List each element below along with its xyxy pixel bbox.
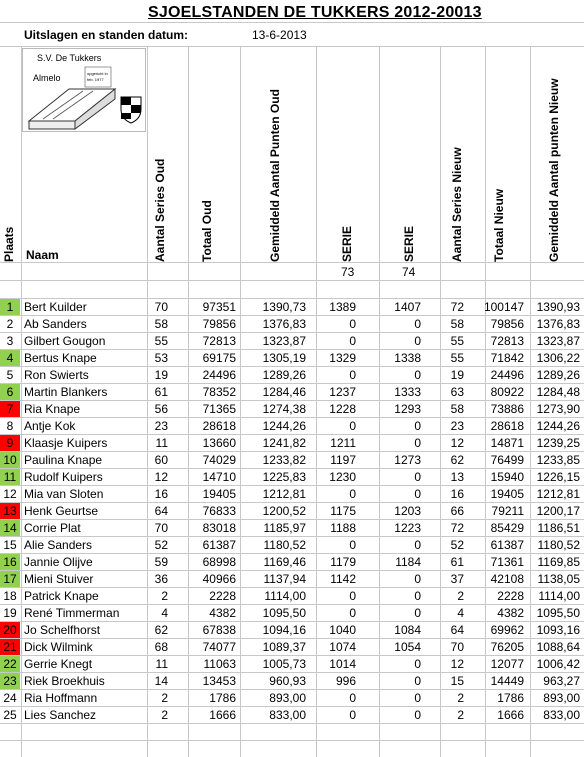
club-logo bbox=[22, 48, 146, 132]
cell-so: 70 bbox=[154, 300, 168, 314]
cell-sn: 12 bbox=[450, 436, 464, 450]
cell-s1: 1228 bbox=[329, 402, 356, 416]
cell-go: 1185,97 bbox=[263, 521, 306, 535]
table-row bbox=[0, 707, 584, 724]
player-name: Dick Wilmink bbox=[24, 640, 93, 654]
cell-s2: 1054 bbox=[394, 640, 421, 654]
cell-s1: 1389 bbox=[329, 300, 356, 314]
cell-s2: 1338 bbox=[394, 351, 421, 365]
cell-s1: 0 bbox=[349, 538, 356, 552]
player-name: Bert Kuilder bbox=[24, 300, 87, 314]
cell-tn: 28618 bbox=[490, 419, 524, 433]
cell-gn: 1006,42 bbox=[536, 657, 580, 671]
cell-tn: 79856 bbox=[490, 317, 524, 331]
cell-gn: 1138,05 bbox=[537, 572, 580, 586]
cell-s1: 1074 bbox=[329, 640, 356, 654]
svg-text:feb. 1977: feb. 1977 bbox=[87, 77, 104, 82]
cell-gn: 1376,83 bbox=[536, 317, 580, 331]
cell-go: 1005,73 bbox=[262, 657, 306, 671]
position-cell: 2 bbox=[6, 317, 14, 331]
cell-gn: 1114,00 bbox=[538, 589, 580, 603]
cell-sn: 64 bbox=[450, 623, 464, 637]
cell-gn: 1093,16 bbox=[536, 623, 580, 637]
player-name: Jannie Olijve bbox=[24, 555, 93, 569]
cell-to: 24496 bbox=[202, 368, 236, 382]
cell-to: 19405 bbox=[202, 487, 236, 501]
header-gemiddeld-nieuw: Gemiddeld Aantal punten Nieuw bbox=[547, 78, 561, 262]
cell-so: 55 bbox=[154, 334, 168, 348]
cell-so: 62 bbox=[154, 623, 168, 637]
cell-s2: 0 bbox=[414, 708, 421, 722]
position-cell: 19 bbox=[3, 606, 17, 620]
cell-sn: 58 bbox=[450, 402, 464, 416]
table-row bbox=[0, 469, 584, 486]
header-aantal-series-nieuw: Aantal Series Nieuw bbox=[450, 147, 464, 262]
cell-s1: 1197 bbox=[330, 453, 356, 467]
cell-gn: 833,00 bbox=[543, 708, 580, 722]
cell-go: 1274,38 bbox=[262, 402, 306, 416]
cell-so: 11 bbox=[155, 657, 168, 671]
cell-to: 97351 bbox=[202, 300, 236, 314]
table-row bbox=[0, 639, 584, 656]
cell-to: 68998 bbox=[202, 555, 236, 569]
cell-tn: 19405 bbox=[490, 487, 524, 501]
cell-gn: 1180,52 bbox=[537, 538, 580, 552]
cell-s2: 0 bbox=[414, 572, 421, 586]
cell-s2: 0 bbox=[414, 334, 421, 348]
cell-s1: 0 bbox=[349, 589, 356, 603]
cell-tn: 14449 bbox=[490, 674, 524, 688]
cell-s1: 1175 bbox=[330, 504, 356, 518]
cell-tn: 80922 bbox=[490, 385, 524, 399]
cell-s2: 1203 bbox=[394, 504, 421, 518]
cell-sn: 2 bbox=[457, 708, 464, 722]
cell-s1: 1014 bbox=[329, 657, 356, 671]
cell-go: 1244,26 bbox=[262, 419, 306, 433]
cell-to: 14710 bbox=[202, 470, 236, 484]
cell-so: 59 bbox=[154, 555, 168, 569]
header-plaats: Plaats bbox=[2, 226, 16, 262]
cell-tn: 1786 bbox=[497, 691, 524, 705]
header-totaal-oud: Totaal Oud bbox=[200, 200, 214, 262]
cell-so: 53 bbox=[154, 351, 168, 365]
table-row bbox=[0, 656, 584, 673]
position-cell: 8 bbox=[6, 419, 14, 433]
table-row bbox=[0, 537, 584, 554]
cell-s2: 0 bbox=[414, 657, 421, 671]
player-name: Henk Geurtse bbox=[24, 504, 99, 518]
player-name: Ria Knape bbox=[24, 402, 81, 416]
cell-go: 1212,81 bbox=[262, 487, 306, 501]
cell-gn: 1323,87 bbox=[536, 334, 580, 348]
position-cell: 14 bbox=[0, 520, 20, 536]
cell-s1: 0 bbox=[349, 368, 356, 382]
cell-go: 1390,73 bbox=[262, 300, 306, 314]
cell-gn: 1095,50 bbox=[536, 606, 580, 620]
position-cell: 4 bbox=[0, 350, 20, 366]
cell-go: 1200,52 bbox=[262, 504, 306, 518]
cell-gn: 1306,22 bbox=[536, 351, 580, 365]
position-cell: 3 bbox=[6, 334, 14, 348]
header-totaal-nieuw: Totaal Nieuw bbox=[492, 188, 506, 262]
cell-to: 67838 bbox=[202, 623, 236, 637]
logo-city: Almelo bbox=[33, 73, 61, 83]
position-cell: 16 bbox=[0, 554, 20, 570]
cell-to: 4382 bbox=[209, 606, 236, 620]
cell-so: 4 bbox=[161, 606, 168, 620]
cell-sn: 72 bbox=[450, 300, 464, 314]
cell-to: 76833 bbox=[202, 504, 236, 518]
table-row bbox=[0, 367, 584, 384]
cell-sn: 16 bbox=[450, 487, 464, 501]
cell-s2: 1293 bbox=[394, 402, 421, 416]
table-row bbox=[0, 350, 584, 367]
position-cell: 22 bbox=[0, 656, 20, 672]
cell-tn: 85429 bbox=[490, 521, 524, 535]
cell-so: 52 bbox=[154, 538, 168, 552]
player-name: René Timmerman bbox=[24, 606, 120, 620]
table-row bbox=[0, 690, 584, 707]
cell-tn: 1666 bbox=[497, 708, 524, 722]
results-date: 13-6-2013 bbox=[252, 28, 307, 42]
position-cell: 10 bbox=[0, 452, 20, 468]
cell-sn: 15 bbox=[450, 674, 464, 688]
cell-so: 68 bbox=[154, 640, 168, 654]
cell-sn: 70 bbox=[450, 640, 464, 654]
player-name: Jo Schelfhorst bbox=[24, 623, 101, 637]
table-row bbox=[0, 299, 584, 316]
position-cell: 1 bbox=[0, 299, 20, 315]
header-aantal-series-oud: Aantal Series Oud bbox=[153, 158, 167, 262]
cell-tn: 61387 bbox=[490, 538, 524, 552]
table-row bbox=[0, 571, 584, 588]
cell-sn: 37 bbox=[450, 572, 464, 586]
cell-go: 1233,82 bbox=[262, 453, 306, 467]
position-cell: 9 bbox=[0, 435, 20, 451]
cell-s1: 1188 bbox=[330, 521, 356, 535]
player-name: Rudolf Kuipers bbox=[24, 470, 103, 484]
cell-so: 19 bbox=[154, 368, 168, 382]
cell-sn: 2 bbox=[457, 589, 464, 603]
cell-go: 1376,83 bbox=[262, 317, 306, 331]
cell-tn: 2228 bbox=[497, 589, 524, 603]
position-cell: 21 bbox=[0, 639, 20, 655]
page-title: SJOELSTANDEN DE TUKKERS 2012-20013 bbox=[148, 4, 482, 21]
cell-s1: 0 bbox=[349, 419, 356, 433]
cell-tn: 4382 bbox=[497, 606, 524, 620]
cell-go: 833,00 bbox=[269, 708, 306, 722]
position-cell: 20 bbox=[0, 622, 20, 638]
cell-tn: 42108 bbox=[490, 572, 524, 586]
cell-go: 1305,19 bbox=[262, 351, 306, 365]
header-serie-1: SERIE bbox=[340, 225, 354, 262]
cell-go: 1180,52 bbox=[263, 538, 306, 552]
position-cell: 17 bbox=[0, 571, 20, 587]
cell-gn: 1233,85 bbox=[536, 453, 580, 467]
cell-go: 1323,87 bbox=[262, 334, 306, 348]
table-row bbox=[0, 673, 584, 690]
cell-s2: 1333 bbox=[394, 385, 421, 399]
player-name: Gerrie Knegt bbox=[24, 657, 93, 671]
cell-go: 1225,83 bbox=[262, 470, 306, 484]
cell-s1: 1211 bbox=[330, 436, 356, 450]
table-row bbox=[0, 554, 584, 571]
cell-to: 71365 bbox=[202, 402, 236, 416]
cell-s2: 0 bbox=[414, 606, 421, 620]
header-serie-2: SERIE bbox=[402, 225, 416, 262]
cell-s1: 0 bbox=[349, 487, 356, 501]
cell-sn: 61 bbox=[450, 555, 464, 569]
cell-sn: 62 bbox=[450, 453, 464, 467]
cell-sn: 13 bbox=[450, 470, 464, 484]
player-name: Paulina Knape bbox=[24, 453, 103, 467]
player-name: Patrick Knape bbox=[24, 589, 99, 603]
cell-s2: 1084 bbox=[394, 623, 421, 637]
position-cell: 11 bbox=[0, 469, 20, 485]
table-row bbox=[0, 333, 584, 350]
cell-gn: 1273,90 bbox=[536, 402, 580, 416]
position-cell: 12 bbox=[3, 487, 17, 501]
player-name: Mieni Stuiver bbox=[24, 572, 94, 586]
table-row bbox=[0, 605, 584, 622]
cell-to: 79856 bbox=[202, 317, 236, 331]
player-name: Lies Sanchez bbox=[24, 708, 97, 722]
cell-sn: 55 bbox=[450, 351, 464, 365]
cell-s2: 0 bbox=[414, 487, 421, 501]
cell-to: 40966 bbox=[202, 572, 236, 586]
position-cell: 15 bbox=[3, 538, 17, 552]
table-row bbox=[0, 622, 584, 639]
player-name: Ron Swierts bbox=[24, 368, 89, 382]
cell-to: 74077 bbox=[202, 640, 236, 654]
cell-to: 83018 bbox=[202, 521, 236, 535]
cell-s2: 0 bbox=[414, 419, 421, 433]
cell-gn: 893,00 bbox=[543, 691, 580, 705]
cell-tn: 69962 bbox=[490, 623, 524, 637]
cell-so: 2 bbox=[161, 691, 168, 705]
player-name: Riek Broekhuis bbox=[24, 674, 105, 688]
player-name: Ab Sanders bbox=[24, 317, 87, 331]
cell-sn: 63 bbox=[450, 385, 464, 399]
cell-gn: 1390,93 bbox=[536, 300, 580, 314]
cell-gn: 1289,26 bbox=[536, 368, 580, 382]
cell-s1: 0 bbox=[349, 708, 356, 722]
cell-to: 74029 bbox=[202, 453, 236, 467]
cell-so: 56 bbox=[154, 402, 168, 416]
cell-sn: 52 bbox=[450, 538, 464, 552]
player-name: Bertus Knape bbox=[24, 351, 97, 365]
table-row bbox=[0, 316, 584, 333]
cell-to: 28618 bbox=[202, 419, 236, 433]
cell-to: 1786 bbox=[209, 691, 236, 705]
cell-to: 11063 bbox=[203, 657, 236, 671]
cell-tn: 15940 bbox=[490, 470, 524, 484]
table-row bbox=[0, 520, 584, 537]
cell-so: 64 bbox=[154, 504, 168, 518]
cell-gn: 1239,25 bbox=[536, 436, 580, 450]
cell-so: 36 bbox=[154, 572, 168, 586]
cell-sn: 66 bbox=[450, 504, 464, 518]
svg-text:opgericht in: opgericht in bbox=[87, 71, 108, 76]
cell-to: 13660 bbox=[202, 436, 236, 450]
cell-s1: 1179 bbox=[330, 555, 356, 569]
cell-so: 58 bbox=[154, 317, 168, 331]
position-cell: 25 bbox=[3, 708, 17, 722]
cell-to: 78352 bbox=[202, 385, 236, 399]
cell-tn: 76205 bbox=[490, 640, 524, 654]
cell-tn: 73886 bbox=[490, 402, 524, 416]
cell-s2: 1184 bbox=[395, 555, 421, 569]
cell-sn: 72 bbox=[450, 521, 464, 535]
cell-tn: 79211 bbox=[491, 504, 524, 518]
cell-sn: 19 bbox=[450, 368, 464, 382]
cell-gn: 1186,51 bbox=[537, 521, 580, 535]
table-row bbox=[0, 435, 584, 452]
cell-tn: 71361 bbox=[490, 555, 524, 569]
cell-s1: 1040 bbox=[329, 623, 356, 637]
cell-so: 12 bbox=[154, 470, 168, 484]
table-row bbox=[0, 588, 584, 605]
table-row bbox=[0, 384, 584, 401]
table-row bbox=[0, 503, 584, 520]
cell-so: 70 bbox=[154, 521, 168, 535]
cell-s1: 1237 bbox=[329, 385, 356, 399]
cell-go: 1169,46 bbox=[263, 555, 306, 569]
cell-gn: 1200,17 bbox=[536, 504, 580, 518]
position-cell: 7 bbox=[0, 401, 20, 417]
serie-1-number: 73 bbox=[341, 265, 355, 279]
cell-go: 1095,50 bbox=[262, 606, 306, 620]
results-date-label: Uitslagen en standen datum: bbox=[24, 28, 189, 42]
cell-tn: 72813 bbox=[490, 334, 524, 348]
cell-tn: 14871 bbox=[490, 436, 524, 450]
serie-2-number: 74 bbox=[402, 265, 416, 279]
cell-tn: 24496 bbox=[490, 368, 524, 382]
position-cell: 5 bbox=[6, 368, 14, 382]
cell-s2: 0 bbox=[414, 470, 421, 484]
player-name: Alie Sanders bbox=[24, 538, 93, 552]
player-name: Corrie Plat bbox=[24, 521, 81, 535]
cell-sn: 12 bbox=[450, 657, 464, 671]
player-name: Gilbert Gougon bbox=[24, 334, 106, 348]
cell-gn: 1088,64 bbox=[536, 640, 580, 654]
cell-s2: 1407 bbox=[394, 300, 421, 314]
cell-s2: 0 bbox=[414, 589, 421, 603]
cell-s1: 1230 bbox=[329, 470, 356, 484]
cell-s1: 0 bbox=[349, 606, 356, 620]
cell-s2: 0 bbox=[414, 317, 421, 331]
cell-gn: 1212,81 bbox=[536, 487, 580, 501]
cell-gn: 963,27 bbox=[543, 674, 580, 688]
cell-gn: 1226,15 bbox=[536, 470, 580, 484]
cell-tn: 12077 bbox=[490, 657, 524, 671]
cell-go: 1094,16 bbox=[262, 623, 306, 637]
position-cell: 24 bbox=[3, 691, 17, 705]
cell-so: 14 bbox=[154, 674, 168, 688]
cell-so: 61 bbox=[154, 385, 168, 399]
position-cell: 23 bbox=[0, 673, 20, 689]
cell-sn: 58 bbox=[450, 317, 464, 331]
cell-s1: 0 bbox=[349, 691, 356, 705]
cell-to: 1666 bbox=[209, 708, 236, 722]
cell-go: 1289,26 bbox=[262, 368, 306, 382]
header-gemiddeld-oud: Gemiddeld Aantal Punten Oud bbox=[268, 89, 282, 262]
cell-s2: 0 bbox=[414, 436, 421, 450]
cell-go: 893,00 bbox=[269, 691, 306, 705]
cell-so: 11 bbox=[155, 436, 168, 450]
player-name: Martin Blankers bbox=[24, 385, 108, 399]
cell-s2: 0 bbox=[414, 691, 421, 705]
cell-s2: 0 bbox=[414, 538, 421, 552]
logo-club-name: S.V. De Tukkers bbox=[37, 53, 102, 63]
cell-to: 69175 bbox=[202, 351, 236, 365]
cell-s1: 1329 bbox=[329, 351, 356, 365]
player-name: Antje Kok bbox=[24, 419, 76, 433]
cell-so: 60 bbox=[154, 453, 168, 467]
cell-s2: 1223 bbox=[394, 521, 421, 535]
cell-sn: 4 bbox=[457, 606, 464, 620]
table-row bbox=[0, 452, 584, 469]
header-naam: Naam bbox=[26, 248, 59, 262]
position-cell: 6 bbox=[0, 384, 20, 400]
table-row bbox=[0, 486, 584, 503]
cell-gn: 1169,85 bbox=[537, 555, 580, 569]
cell-sn: 2 bbox=[457, 691, 464, 705]
cell-to: 72813 bbox=[202, 334, 236, 348]
player-name: Ria Hoffmann bbox=[24, 691, 98, 705]
table-row bbox=[0, 401, 584, 418]
cell-tn: 71842 bbox=[490, 351, 524, 365]
cell-go: 1137,94 bbox=[263, 572, 306, 586]
cell-sn: 55 bbox=[450, 334, 464, 348]
cell-tn: 76499 bbox=[490, 453, 524, 467]
cell-go: 1241,82 bbox=[262, 436, 306, 450]
cell-s2: 1273 bbox=[394, 453, 421, 467]
cell-s2: 0 bbox=[414, 674, 421, 688]
cell-s1: 1142 bbox=[330, 572, 356, 586]
position-cell: 18 bbox=[3, 589, 17, 603]
cell-sn: 23 bbox=[450, 419, 464, 433]
cell-to: 2228 bbox=[209, 589, 236, 603]
table-row bbox=[0, 418, 584, 435]
cell-s1: 0 bbox=[349, 334, 356, 348]
cell-go: 960,93 bbox=[269, 674, 306, 688]
player-name: Mia van Sloten bbox=[24, 487, 104, 501]
cell-to: 13453 bbox=[202, 674, 236, 688]
cell-s1: 0 bbox=[349, 317, 356, 331]
cell-go: 1114,00 bbox=[264, 589, 306, 603]
cell-s1: 996 bbox=[335, 674, 356, 688]
cell-to: 61387 bbox=[202, 538, 236, 552]
cell-go: 1284,46 bbox=[262, 385, 306, 399]
position-cell: 13 bbox=[0, 503, 20, 519]
cell-gn: 1284,48 bbox=[536, 385, 580, 399]
player-name: Klaasje Kuipers bbox=[24, 436, 108, 450]
cell-s2: 0 bbox=[414, 368, 421, 382]
cell-so: 2 bbox=[161, 708, 168, 722]
cell-so: 16 bbox=[154, 487, 168, 501]
cell-tn: 100147 bbox=[483, 300, 524, 314]
cell-go: 1089,37 bbox=[262, 640, 306, 654]
cell-so: 23 bbox=[154, 419, 168, 433]
cell-so: 2 bbox=[161, 589, 168, 603]
cell-gn: 1244,26 bbox=[536, 419, 580, 433]
